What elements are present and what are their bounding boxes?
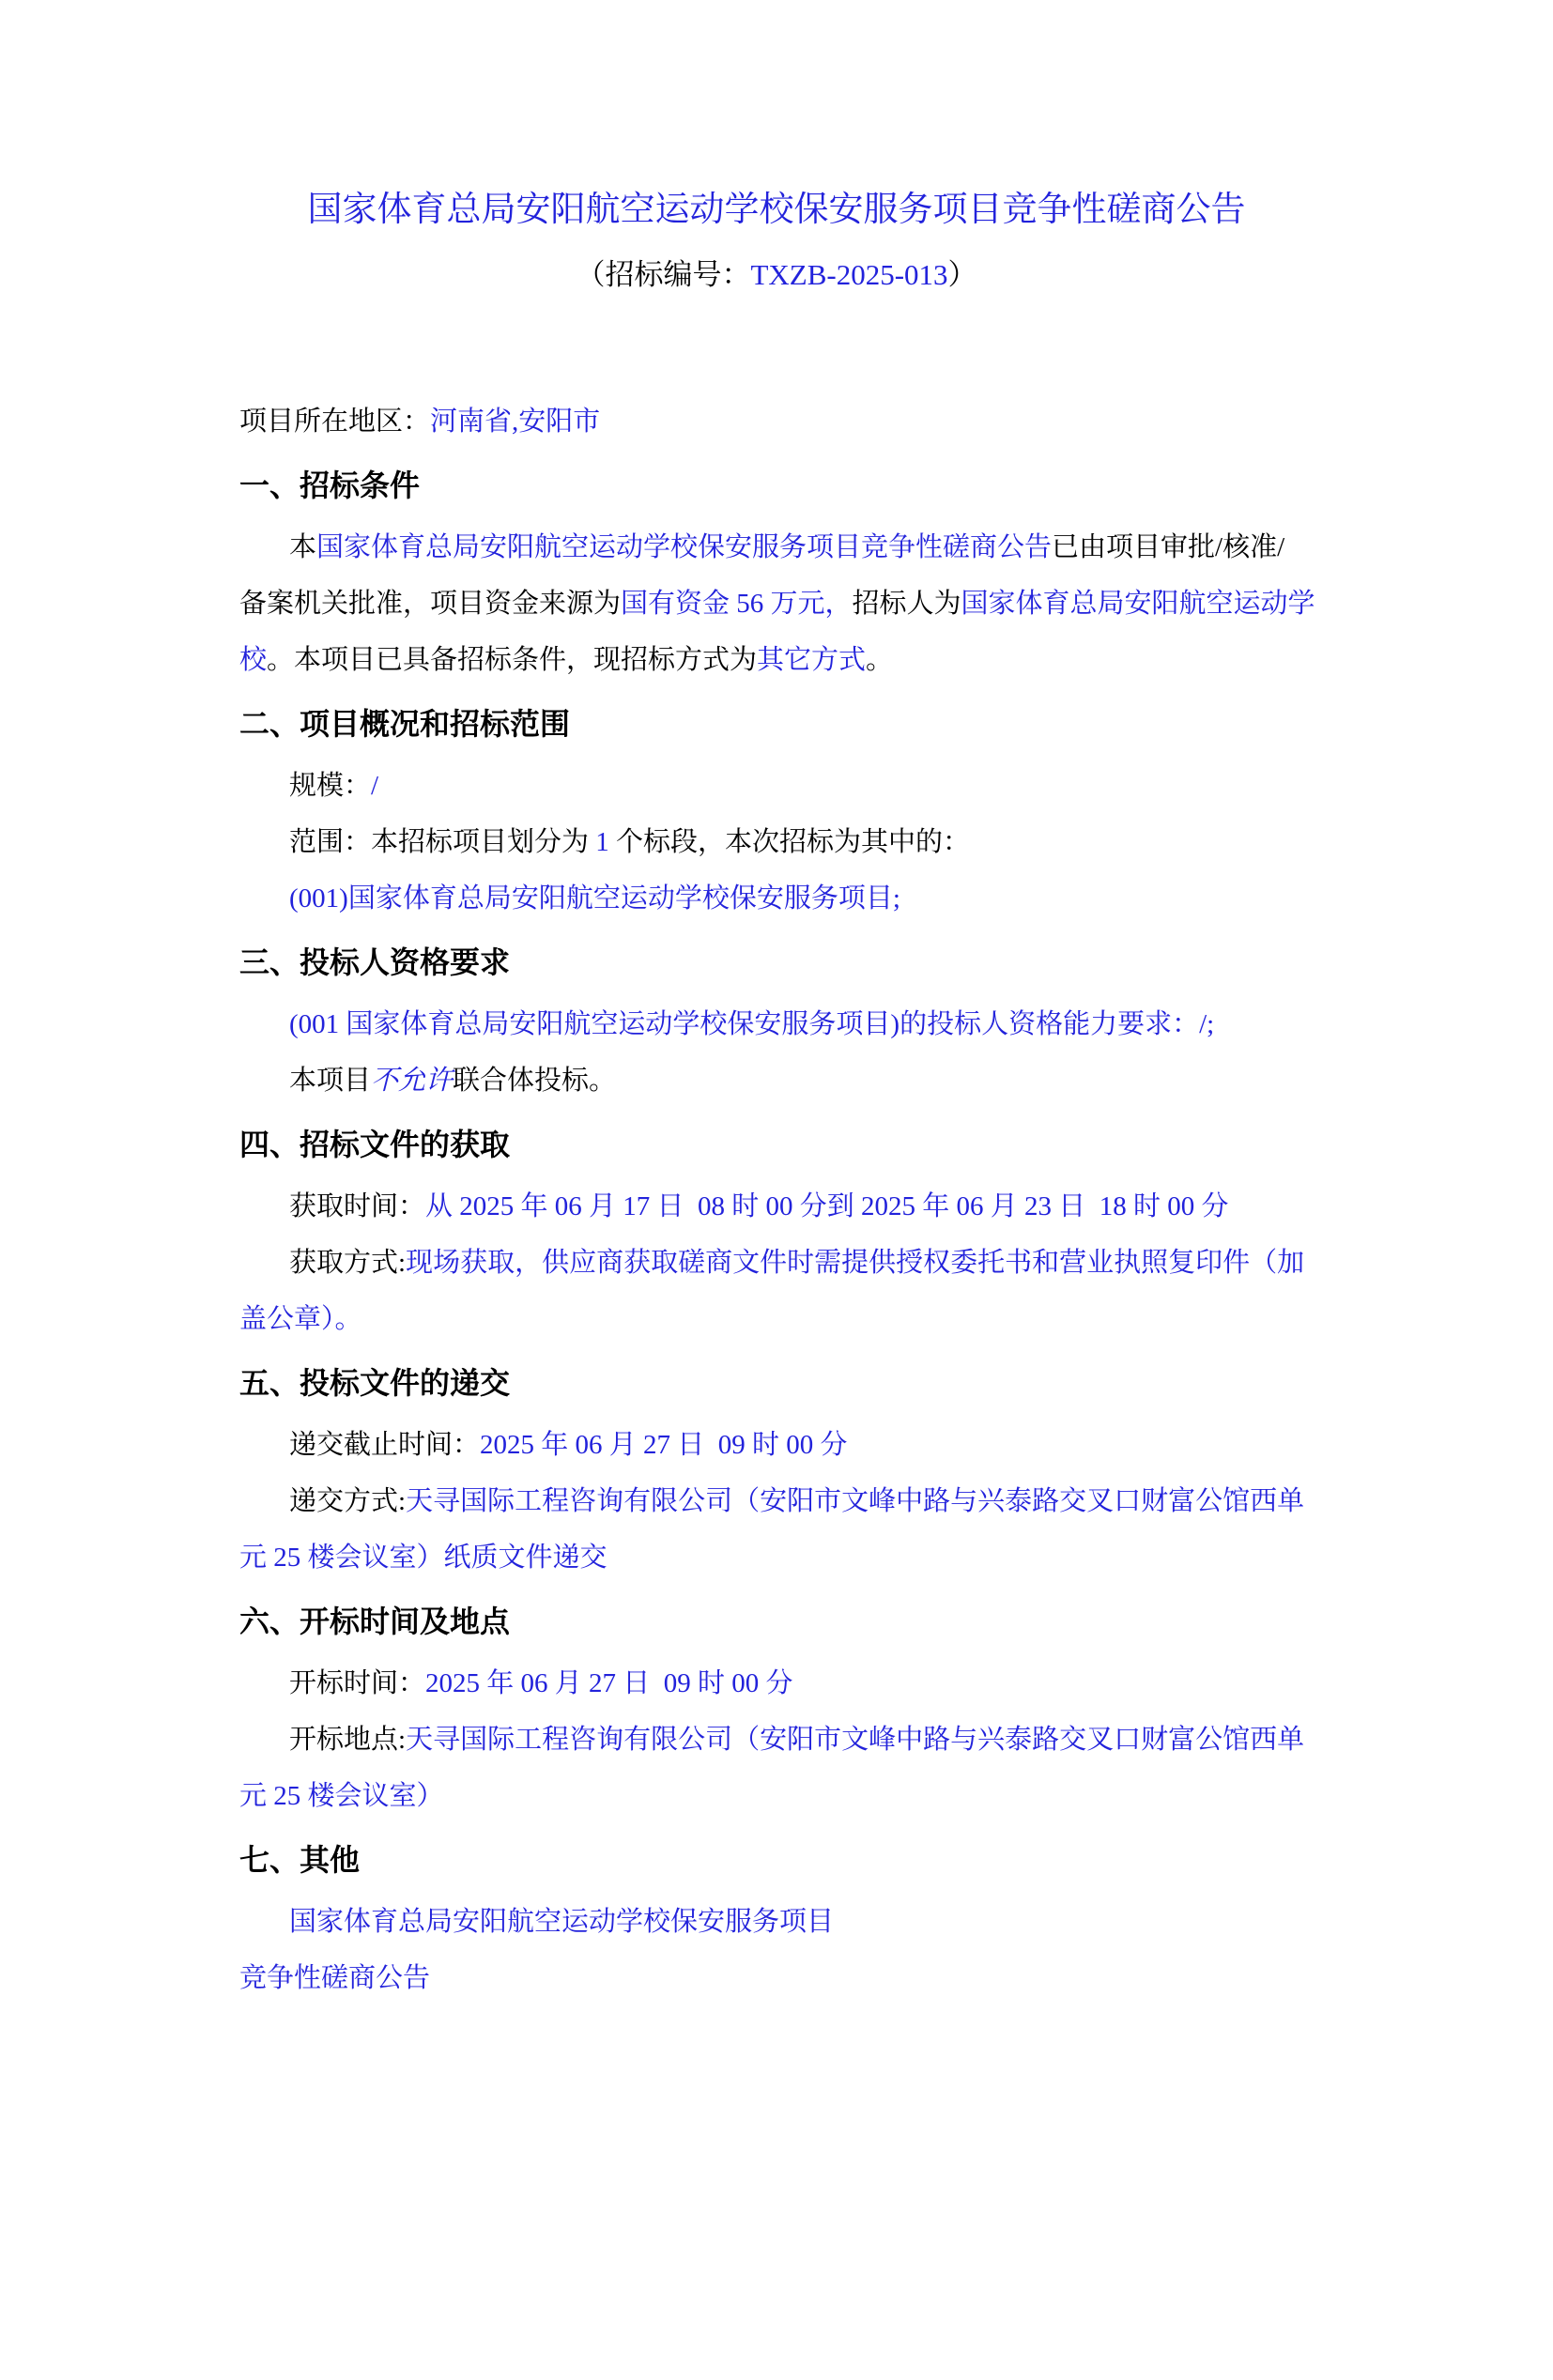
lot-001-value: (001)国家体育总局安阳航空运动学校保安服务项目; [289, 883, 900, 914]
project-location-label: 项目所在地区： [239, 407, 431, 437]
obtain-time-line [239, 1178, 1354, 1235]
opening-place-value-cont: 元 25 楼会议室） [239, 1781, 444, 1811]
lot-count-value: 1 [595, 827, 609, 857]
submit-deadline-label: 递交截止时间： [289, 1430, 481, 1460]
qualification-line [239, 996, 1354, 1052]
other-announcement-line [239, 1950, 1354, 2006]
obtain-method-label: 获取方式: [289, 1248, 407, 1278]
tenderer-name-value-cont: 校 [239, 645, 268, 675]
opening-time-label: 开标时间： [289, 1668, 426, 1698]
other-announcement-label: 竞争性磋商公告 [239, 1963, 431, 1993]
funding-source-value: 国有资金 56 万元， [621, 589, 853, 619]
scale-value: / [371, 771, 379, 801]
section-heading-2: 二、项目概况和招标范围 [239, 707, 571, 741]
section-heading-4: 四、招标文件的获取 [239, 1128, 511, 1161]
text-segment: 联合体投标。 [453, 1066, 617, 1096]
project-location-line [239, 393, 1354, 450]
tender-conditions-line-3 [239, 632, 1354, 688]
submit-method-value: 天寻国际工程咨询有限公司（安阳市文峰中路与兴泰路交叉口财富公馆西单 [406, 1486, 1305, 1516]
section-heading-3: 三、投标人资格要求 [239, 945, 511, 979]
text-segment: 本 [289, 532, 317, 562]
text-segment: 。 [866, 645, 894, 675]
tender-number-close-paren: ） [947, 258, 977, 291]
tender-method-value: 其它方式 [757, 645, 867, 675]
text-segment: 。本项目已具备招标条件，现招标方式为 [267, 645, 758, 675]
section-heading-7: 七、其他 [239, 1843, 361, 1877]
consortium-line [239, 1052, 1354, 1109]
document-body [0, 393, 1553, 2006]
submit-method-line-1 [239, 1473, 1354, 1529]
obtain-method-value: 现场获取，供应商获取磋商文件时需提供授权委托书和营业执照复印件（加 [406, 1248, 1305, 1278]
submit-method-label: 递交方式: [289, 1486, 407, 1516]
text-segment: 已由项目审批/核准/ [1052, 532, 1285, 562]
tender-conditions-line-2 [239, 576, 1354, 632]
scale-line [239, 758, 1354, 814]
text-segment: 招标人为 [852, 589, 961, 619]
text-segment: 个标段，本次招标为其中的： [608, 827, 971, 857]
submit-deadline-value: 2025 年 06 月 27 日 09 时 00 分 [480, 1430, 848, 1460]
section-heading-1: 一、招标条件 [239, 468, 421, 502]
submit-deadline-line [239, 1417, 1354, 1473]
opening-time-value: 2025 年 06 月 27 日 09 时 00 分 [425, 1668, 793, 1698]
opening-place-value: 天寻国际工程咨询有限公司（安阳市文峰中路与兴泰路交叉口财富公馆西单 [406, 1725, 1305, 1755]
consortium-not-allowed-value: 不允许 [371, 1066, 454, 1096]
tenderer-name-value: 国家体育总局安阳航空运动学 [961, 589, 1315, 619]
opening-time-line [239, 1655, 1354, 1712]
tender-number-line [0, 246, 1553, 304]
obtain-time-value: 从 2025 年 06 月 17 日 08 时 00 分到 2025 年 06 月 23 日 18 时 00 分 [425, 1191, 1229, 1221]
scale-label: 规模： [289, 771, 372, 801]
other-project-name-line [239, 1894, 1354, 1950]
qualification-value: (001 国家体育总局安阳航空运动学校保安服务项目)的投标人资格能力要求：/; [289, 1009, 1215, 1039]
text-segment: 备案机关批准，项目资金来源为 [239, 589, 622, 619]
submit-method-value-cont: 元 25 楼会议室）纸质文件递交 [239, 1543, 607, 1573]
submit-method-line-2 [239, 1529, 1354, 1586]
document-page [0, 184, 1553, 2380]
project-location-value: 河南省,安阳市 [430, 407, 601, 437]
opening-place-line-1 [239, 1712, 1354, 1768]
scope-label: 范围：本招标项目划分为 [289, 827, 596, 857]
tender-number-code: TXZB-2025-013 [750, 258, 948, 291]
other-project-name: 国家体育总局安阳航空运动学校保安服务项目 [289, 1907, 835, 1937]
document-title: 国家体育总局安阳航空运动学校保安服务项目竞争性磋商公告 [307, 191, 1246, 229]
obtain-method-value-cont: 盖公章）。 [239, 1304, 362, 1334]
section-heading-5: 五、投标文件的递交 [239, 1366, 511, 1400]
scope-line [239, 814, 1354, 870]
section-heading-6: 六、开标时间及地点 [239, 1605, 511, 1638]
opening-place-label: 开标地点: [289, 1725, 407, 1755]
lot-line [239, 870, 1354, 927]
obtain-time-label: 获取时间： [289, 1191, 426, 1221]
obtain-method-line-2 [239, 1291, 1354, 1347]
text-segment: 本项目 [289, 1066, 372, 1096]
tender-number-open-paren: （招标编号： [576, 258, 751, 291]
project-name-link: 国家体育总局安阳航空运动学校保安服务项目竞争性磋商公告 [316, 532, 1053, 562]
tender-conditions-line-1 [239, 519, 1354, 576]
obtain-method-line-1 [239, 1235, 1354, 1291]
opening-place-line-2 [239, 1768, 1354, 1824]
